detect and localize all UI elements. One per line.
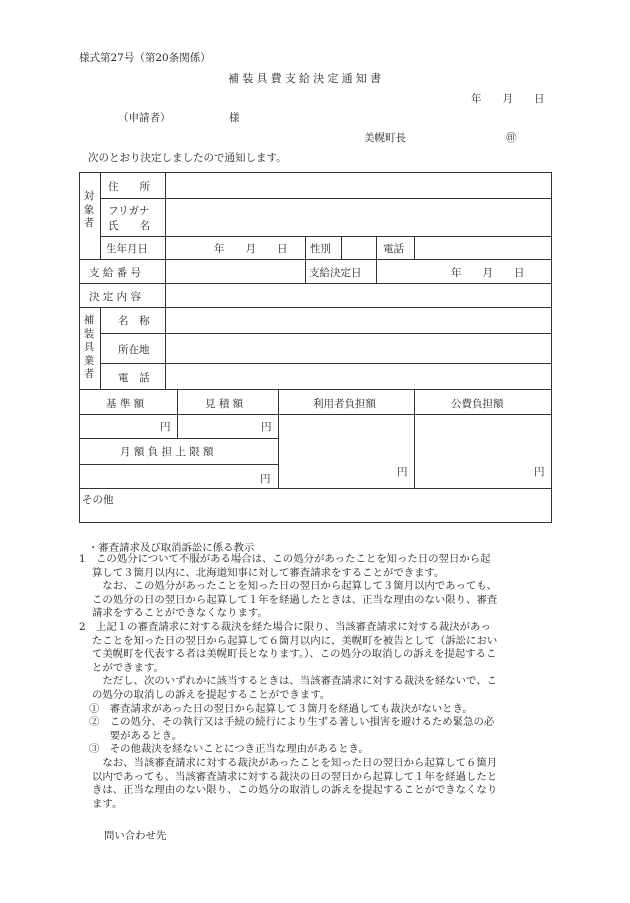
birthdate-label: 生年月日 [106, 243, 148, 255]
notice-line: ③ その他裁決を経ないことにつき正当な理由があるとき。 [89, 743, 369, 756]
honorific: 様 [229, 112, 240, 124]
notice-line: なお、当該審査請求に対する裁決があったことを知った日の翌日から起算して６箇月 [92, 756, 498, 769]
vendor-name-label: 名 称 [118, 315, 150, 327]
public-burden-label: 公費負担額 [451, 398, 504, 410]
vendor-group-label: 補装具業者 [83, 314, 95, 380]
notice-line: ① 審査請求があった日の翌日から起算して３箇月を経過しても裁決がないとき。 [89, 702, 473, 715]
birthdate-value: 年 月 日 [214, 243, 288, 255]
notice-line: たことを知った日の翌日から起算して６箇月以内に、美幌町を被告として（訴訟におい [92, 634, 498, 647]
decision-content-label: 決 定 内 容 [89, 291, 142, 303]
furigana-label: フリガナ [108, 205, 150, 217]
notice-line: 2 上記１の審査請求に対する裁決を経た場合に限り、当該審査請求に対する裁決があっ [79, 620, 491, 633]
intro-text: 次のとおり決定しましたので通知します。 [88, 152, 287, 164]
notice-heading: ・審査請求及び取消訴訟に係る教示 [88, 542, 255, 554]
notice-line: この処分の日の翌日から起算して１年を経過したときは、正当な理由のない限り、審査 [92, 593, 498, 606]
notice-line: とができます。 [92, 661, 164, 674]
vendor-phone-label: 電 話 [118, 372, 150, 384]
notice-line: 以内であっても、当該審査請求に対する裁決の日の翌日から起算して１年を経過したと [92, 770, 498, 783]
notice-body [79, 553, 559, 811]
user-burden-yen: 円 [397, 466, 408, 478]
document-title: 補装具費支給決定通知書 [228, 72, 385, 85]
monthly-limit-yen: 円 [260, 473, 271, 485]
notice-line: 1 この処分について不服がある場合は、この処分があったことを知った日の翌日から起 [79, 553, 491, 565]
notice-line: 請求をすることができなくなります。 [92, 607, 268, 620]
form-number: 様式第27号（第20条関係） [79, 52, 211, 64]
applicant-label: （申請者） [118, 112, 171, 124]
notice-line: ます。 [92, 797, 123, 810]
notice-line: の処分の取消しの訴えを提起することができます。 [92, 688, 331, 701]
user-burden-label: 利用者負担額 [313, 398, 376, 410]
payment-number-label: 支 給 番 号 [89, 267, 142, 279]
estimate-amount-yen: 円 [261, 421, 272, 433]
issuer-name: 美幌町長 [364, 132, 406, 144]
contact-label: 問い合わせ先 [104, 830, 167, 842]
other-label: その他 [82, 494, 114, 506]
base-amount-label: 基 準 額 [106, 398, 145, 410]
base-amount-yen: 円 [160, 421, 171, 433]
issue-date: 年 月 日 [471, 93, 545, 105]
notice-line: て美幌町を代表する者は美幌町長となります。）、この処分の取消しの訴えを提起するこ [92, 648, 497, 661]
notice-line: ② この処分、その執行又は手続の続行により生ずる著しい損害を避けるため緊急の必 [89, 716, 495, 729]
notice-line: 要があるとき。 [89, 729, 183, 742]
name-label: 氏 名 [108, 220, 150, 232]
notice-line: 算して３箇月以内に、北海道知事に対して審査請求をすることができます。 [92, 566, 445, 579]
phone-label: 電話 [383, 243, 404, 255]
subject-group-label: 対象者 [83, 190, 95, 229]
notice-line: ただし、次のいずれかに該当するときは、当該審査請求に対する裁決を経ないで、こ [92, 675, 498, 688]
notice-line: きは、正当な理由のない限り、この処分の取消しの訴えを提起することができなくなり [92, 784, 498, 797]
address-label: 住 所 [108, 181, 150, 193]
estimate-amount-label: 見 積 額 [205, 398, 244, 410]
decision-date-value: 年 月 日 [451, 267, 525, 279]
monthly-limit-label: 月 額 負 担 上 限 額 [120, 446, 214, 458]
seal-mark: ㊞ [506, 132, 517, 144]
public-burden-yen: 円 [534, 466, 545, 478]
sex-label: 性別 [310, 243, 331, 255]
notice-line: なお、この処分があったことを知った日の翌日から起算して３箇月以内であっても、 [92, 580, 498, 593]
vendor-location-label: 所在地 [118, 344, 150, 356]
decision-date-label: 支給決定日 [309, 267, 362, 279]
